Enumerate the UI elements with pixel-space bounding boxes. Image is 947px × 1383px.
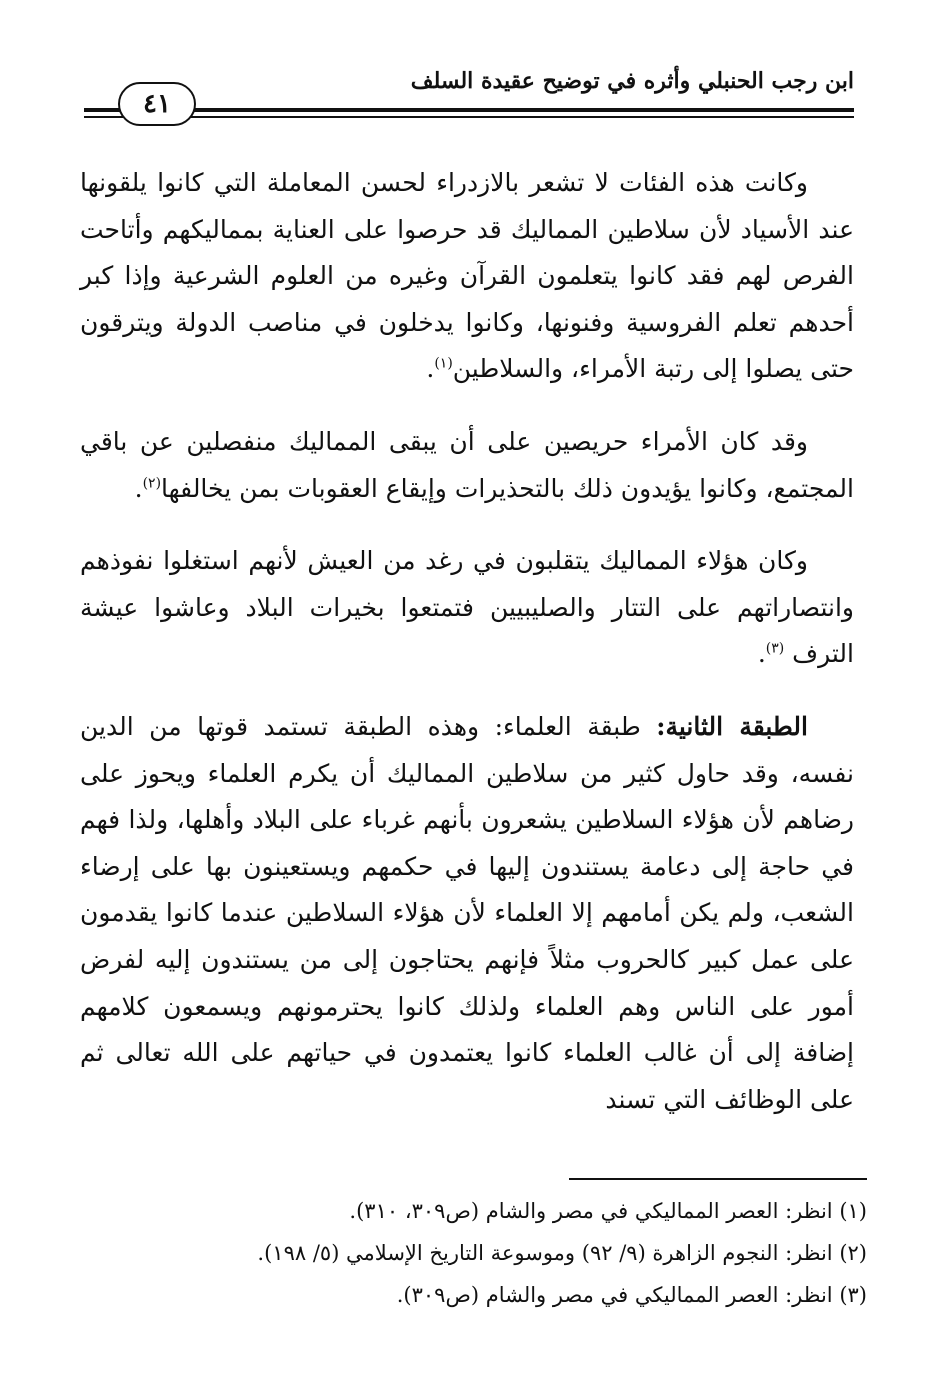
paragraph-tail: . (757, 639, 766, 669)
paragraph-text: طبقة العلماء: وهذه الطبقة تستمد قوتها من الدين نفسه، وقد حاول كثير من سلاطين المماليك أن يكرم العلماء ويحوز على رضاهم لأن هؤلاء السلاطين يشعرون بأنهم غرباء على البلاد وأهلها، ولذا فهم في حاجة إلى دعامة يستندون إليها في حكمهم ويستعينون بها على إرضاء الشعب، ولم يكن أمامهم إلا العلماء لأن هؤلاء السلاطين عندما كانوا يقدمون على عمل كبير كالحروب مثلاً فإنهم يحتاجون إلى من يستندون إليه لفرض أمور على الناس وهم العلماء ولذلك كانوا يحترمونهم ويسمعون كلامهم إضافة إلى أن غالب العلماء كانوا يعتمدون في حياتهم على الله تعالى ثم على الوظائف التي تسند (80, 711, 854, 1114)
paragraph-text: وكان هؤلاء المماليك يتقلبون في رغد من العيش لأنهم استغلوا نفوذهم وانتصاراتهم على التتار والصليبيين فتمتعوا بخيرات البلاد وعاشوا عيشة الترف (80, 546, 854, 669)
footnote-ref-1: (١) (434, 356, 453, 373)
page-number: ٤١ (118, 82, 196, 126)
paragraph-4 (80, 704, 854, 1123)
paragraph-3 (80, 538, 854, 678)
footnote-separator (569, 1178, 867, 1180)
section-lead: الطبقة الثانية: (656, 711, 808, 741)
body-text (80, 160, 854, 1123)
paragraph-text: وقد كان الأمراء حريصين على أن يبقى المماليك منفصلين عن باقي المجتمع، وكانوا يؤيدون ذلك بالتحذيرات وإيقاع العقوبات بمن يخالفها (80, 426, 854, 503)
footnote-3: (٣) انظر: العصر المماليكي في مصر والشام (ص٣٠٩). (396, 1283, 867, 1307)
footnote-ref-2: (٢) (142, 475, 162, 492)
footnote-ref-3: (٣) (765, 641, 785, 658)
paragraph-1 (80, 160, 854, 393)
paragraph-text: وكانت هذه الفئات لا تشعر بالازدراء لحسن المعاملة التي كانوا يلقونها عند الأسياد لأن سلاطين المماليك قد حرصوا على العناية بمماليكهم وأتاحت الفرص لهم فقد كانوا يتعلمون القرآن وغيره من العلوم الشرعية وإذا كبر أحدهم تعلم الفروسية وفنونها، وكانوا يدخلون في مناصب الدولة ويترقون حتى يصلوا إلى رتبة الأمراء، والسلاطين (80, 168, 854, 384)
footnotes (93, 1190, 867, 1316)
paragraph-tail: . (426, 354, 435, 384)
paragraph-tail: . (134, 473, 143, 503)
running-title: ابن رجب الحنبلي وأثره في توضيح عقيدة السلف (410, 68, 854, 94)
running-header (84, 60, 854, 130)
footnote-2: (٢) انظر: النجوم الزاهرة (٩/ ٩٢) وموسوعة التاريخ الإسلامي (٥/ ١٩٨). (257, 1241, 867, 1265)
header-rule-thin (84, 116, 854, 118)
paragraph-2 (80, 419, 854, 512)
footnote-1: (١) انظر: العصر المماليكي في مصر والشام (ص٣٠٩، ٣١٠). (349, 1199, 867, 1223)
header-rule-thick (84, 108, 854, 112)
